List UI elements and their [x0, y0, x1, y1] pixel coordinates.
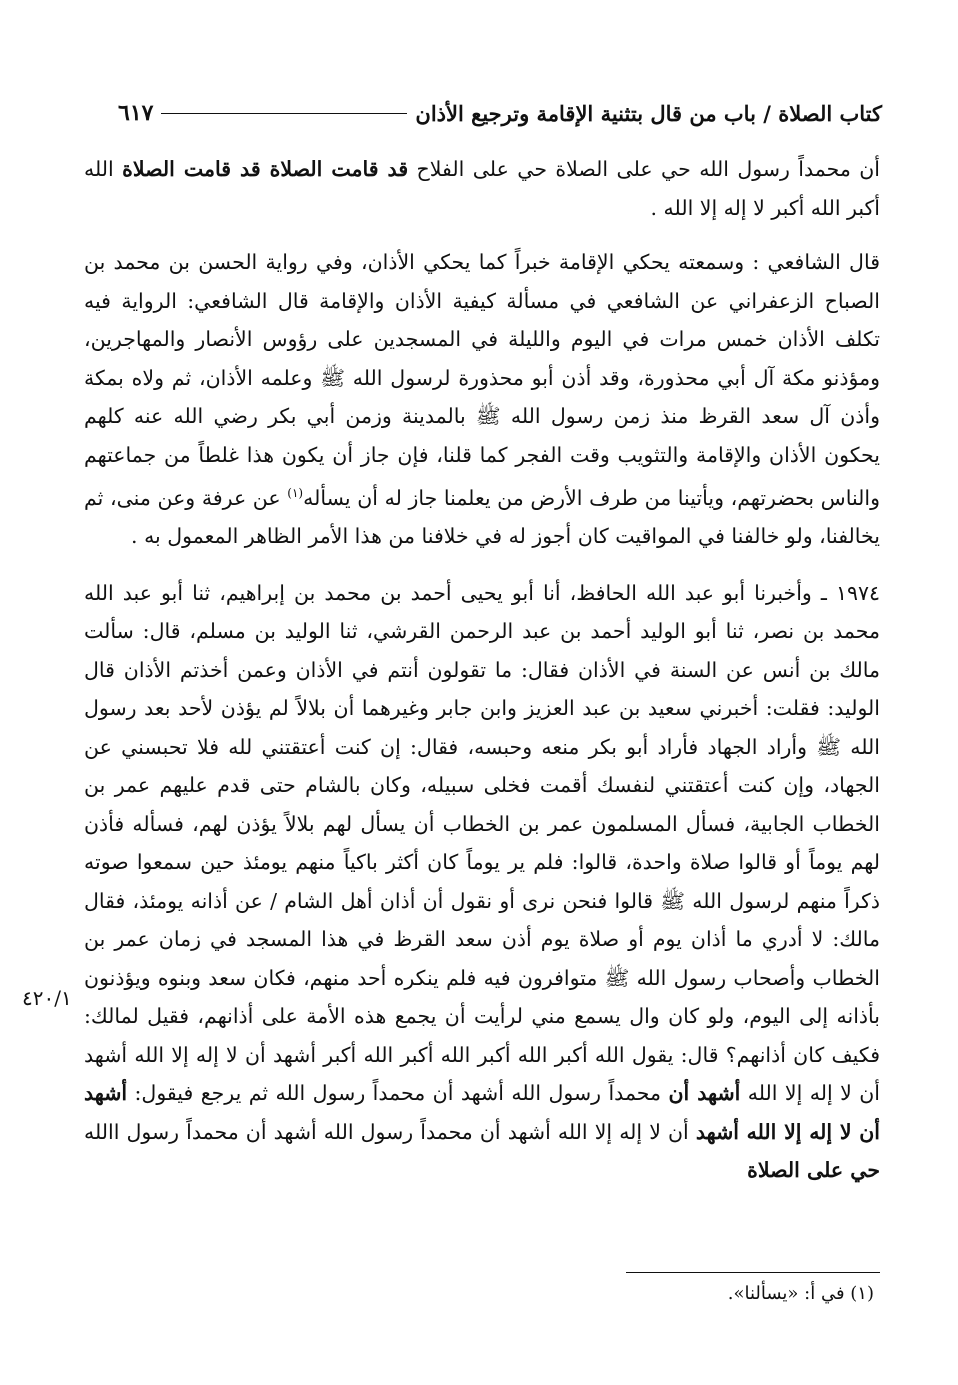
text-run: عن عرفة وعن منى، ثم يخالفنا، ولو خالفنا في المواقيت كان أجوز له في خلافنا من هذا الأمر الظاهر المعمول به .: [84, 485, 880, 549]
paragraph: [84, 243, 880, 556]
text-run: أن لا إله إلا الله أشهد أن محمداً رسول الله أشهد أن محمداً رسول االله: [84, 1119, 696, 1144]
text-run: الله أكبر الله أكبر لا إله إلا الله .: [84, 157, 880, 220]
paragraph: [84, 150, 880, 227]
footnote-rule: [626, 1272, 880, 1273]
text-run: محمداً رسول الله أشهد أن محمداً رسول الله ثم يرجع فيقول:: [127, 1081, 669, 1106]
bold-run: حي على الصلاة: [747, 1158, 880, 1183]
header-rule: [161, 113, 407, 114]
bold-run: قد قامت الصلاة قد قامت الصلاة: [122, 157, 409, 181]
bold-run: أشهد أن لا إله إلا الله أشهد: [84, 1081, 880, 1144]
main-text: [84, 150, 880, 1190]
paragraph: [84, 574, 880, 1190]
footnote: (١) في أ: «يسألنا».: [727, 1283, 874, 1304]
margin-volume-page-note: ٤٢٠/١: [22, 986, 72, 1010]
text-run: ١٩٧٤ ـ وأخبرنا أبو عبد الله الحافظ، أنا أبو يحيى أحمد بن محمد بن إبراهيم، ثنا أبو عبد الله محمد بن نصر، ثنا أبو الوليد أحمد بن عبد الرحمن القرشي، ثنا الوليد بن مسلم، قال: سألت مالك بن أنس عن السنة في الأذان فقال: ما تقولون أنتم في الأذان وعمن أخذتم الأذان قال الوليد: فقلت: أخبرني سعيد بن عبد العزيز وابن جابر وغيرهما أن بلالاً لم يؤذن لأحد بعد رسول الله ﷺ وأراد الجهاد فأراد أبو بكر منعه وحبسه، فقال: إن كنت أعتقتني لله فلا تحبسني عن الجهاد، وإن كنت أعتقتني لنفسك أقمت فخلى سبيله، وكان بالشام حتى قدم عليهم عمر بن الخطاب الجابية، فسأل المسلمون عمر بن الخطاب أن يسأل لهم بلالاً يؤذن لهم، فسأله فأذن لهم يوماً أو قالوا صلاة واحدة، قالوا: فلم ير يوماً كان أكثر باكياً منهم يومئذ حين سمعوا صوته ذكراً منهم لرسول الله ﷺ قالوا فنحن نرى أو نقول أن أذان أهل الشام / عن أذانه يومئذ، فقال مالك: لا أدري ما أذان يوم أو صلاة يوم أذن سعد القرظ في هذا المسجد في زمان عمر بن الخطاب وأصحاب رسول الله ﷺ متوافرون فيه فلم ينكره أحد منهم، فكان سعد وبنوه ويؤذنون بأذانه إلى اليوم، ولو كان وال يسمع مني لرأيت أن يجمع هذه الأمة على أذانهم، فقيل لمالك: فكيف كان أذانهم؟ قال: يقول الله أكبر الله أكبر الله أكبر الله أكبر أشهد أن لا إله إلا الله أشهد أن لا إله إلا الله: [84, 580, 880, 1106]
text-run: أن محمداً رسول الله حي على الصلاة حي على الفلاح: [408, 157, 880, 181]
footnote-marker: (١): [287, 486, 304, 500]
page-number: ٦١٧: [118, 100, 154, 126]
text-run: قال الشافعي : وسمعته يحكي الإقامة خبراً كما يحكي الأذان، وفي رواية الحسن بن محمد بن الصباح الزعفراني عن الشافعي في مسألة كيفية الأذان والإقامة قال الشافعي: الرواية فيه تكلف الأذان خمس مرات في اليوم والليلة في المسجدين على رؤوس الأنصار والمهاجرين، ومؤذنو مكة آل أبي محذورة، وقد أذن أبو محذورة لرسول الله ﷺ وعلمه الأذان، ثم ولاه بمكة وأذن آل سعد القرظ منذ زمن رسول الله ﷺ بالمدينة وزمن أبي بكر رضي الله عنه كلهم يحكون الأذان والإقامة والتثويب وقت الفجر كما قلنا، فإن جاز أن يكون هذا غلطاً من جماعتهم والناس بحضرتهم، ويأتينا من طرف الأرض من يعلمنا جاز له أن يسأله: [84, 250, 881, 510]
bold-run: أشهد أن: [668, 1081, 741, 1106]
running-header: [118, 96, 882, 130]
header-title: كتاب الصلاة / باب من قال بتثنية الإقامة وترجيع الأذان: [415, 100, 882, 126]
